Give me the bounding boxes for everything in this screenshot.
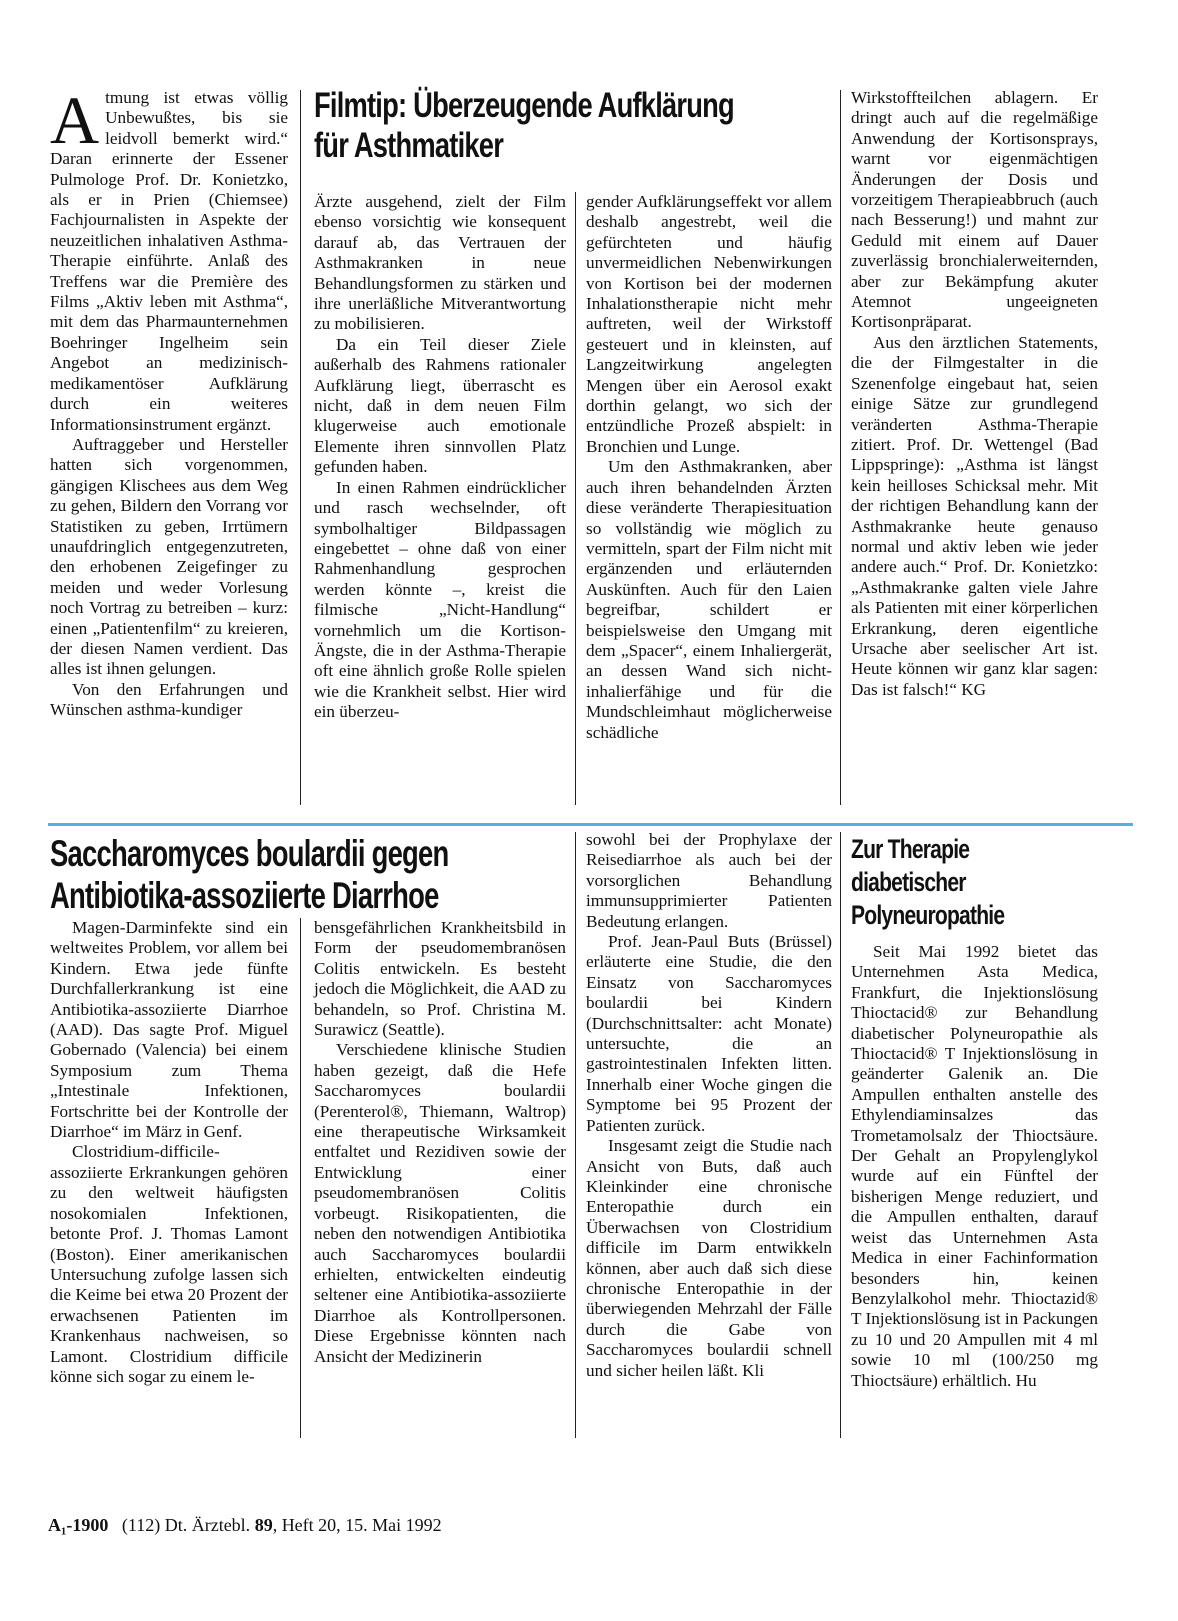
section-divider [48, 823, 1133, 826]
volume-number: 89 [254, 1515, 273, 1535]
headline-line: Filmtip: Überzeugende Aufklärung [314, 86, 734, 125]
paragraph: Magen-Darminfekte sind ein weltweites Problem, vor allem bei Kindern. Etwa jede fünfte Durchfallerkrankung ist eine Antibiotika-assoziierte Diarrhoe (AAD). Das sagte Prof. Miguel Gobernado (Valencia) bei einem Symposium zum Thema „Intestinale Infektionen, Fortschritte bei der Kontrolle der Diarrhoe“ im März in Genf. [50, 918, 288, 1142]
headline-line: Zur Therapie [851, 834, 970, 864]
paragraph: sowohl bei der Prophylaxe der Reisediarrhoe als auch bei der vorsorglichen Behandlung immunsupprimierter Patienten Bedeutung erlangen. [586, 830, 832, 931]
column-rule [300, 90, 301, 805]
dropcap: A [50, 82, 100, 158]
article1-headline [314, 86, 821, 166]
paragraph: bensgefährlichen Krankheitsbild in Form der pseudomembranösen Colitis entwickeln. Es besteht jedoch die Möglichkeit, die AAD zu behandeln, so Prof. Christina M. Surawicz (Seattle). [314, 918, 566, 1040]
paragraph: In einen Rahmen eindrücklicher und rasch wechselnder, oft symbolhaltiger Bildpassagen eingebettet – ohne daß von einer Rahmenhandlung gesprochen werden könnte –, kreist die filmische „Nicht-Handlung“ vornehmlich um die Kortison-Ängste, die in der Asthma-Therapie oft eine ähnlich große Rolle spielen wie die Krankheit selbst. Hier wird ein überzeu- [314, 477, 566, 722]
headline-line: Saccharomyces boulardii gegen [50, 833, 449, 874]
article2-headline [50, 833, 568, 917]
article1-col1 [50, 82, 288, 721]
column-rule [840, 90, 841, 805]
journal-reference: (112) Dt. Ärztebl. [121, 1515, 251, 1535]
paragraph: Aus den ärztlichen Statements, die der Filmgestalter in die Szenenfolge eingebaut hat, seien einige Sätze zur grundlegend veränderten Asthma-Therapie zitiert. Prof. Dr. Wettengel (Bad Lippspringe): „Asthma ist längst kein heilloses Schicksal mehr. Mit der richtigen Behandlung kann der Asthmakranke heute genauso normal und aktiv leben wie jeder andere auch.“ Prof. Dr. Konietzko: „Asthmakranke galten viele Jahre als Patienten mit einer körperlichen Erkrankung, deren eigentliche Ursache aber seelischer Art ist. Heute können wir ganz klar sagen: Das ist falsch!“ KG [851, 332, 1098, 699]
paragraph: Wirkstoffteilchen ablagern. Er dringt auch auf die regelmäßige Anwendung der Kortisonsprays, warnt vor eigenmächtigen Änderungen der Dosis und vorzeitigem Therapieabbruch (auch nach Besserung!) und mahnt zur Geduld mit einem auf Dauer zuverlässig bronchialerweiternden, aber zur Bekämpfung akuter Atemnot ungeeigneten Kortisonpräparat. [851, 88, 1098, 332]
headline-line: diabetischer [851, 867, 966, 897]
paragraph: Verschiedene klinische Studien haben gezeigt, daß die Hefe Saccharomyces boulardii (Perenterol®, Thiemann, Waltrop) eine therapeutische Wirksamkeit entfaltet und Rezidiven sowie der Entwicklung einer pseudomembranösen Colitis vorbeugt. Risikopatienten, die neben den notwendigen Antibiotika auch Saccharomyces boulardii erhielten, entwickelten eindeutig seltener eine Antibiotika-assoziierte Diarrhoe als Kontrollpersonen. Diese Ergebnisse könnten nach Ansicht der Medizinerin [314, 1040, 566, 1366]
page-number: A₁-1900 [48, 1515, 109, 1535]
headline-line: für Asthmatiker [314, 126, 504, 165]
article1-col3 [586, 192, 832, 743]
article1-col1-p2: Auftraggeber und Hersteller hatten sich vorgenommen, gängigen Klischees aus dem Weg zu gehen, Bildern den Vorrang vor Statistiken zu geben, Irrtümern unaufdringlich entgegenzutreten, den erhobenen Zeigefinger zu meiden und weder Vorlesung noch Vortrag zu betreiben – kurz: einen „Patientenfilm“ zu kreieren, der diesen Namen verdient. Das alles ist ihnen gelungen. [50, 434, 288, 679]
paragraph: Seit Mai 1992 bietet das Unternehmen Asta Medica, Frankfurt, die Injektionslösung Thioctacid® zur Behandlung diabetischer Polyneuropathie als Thioctacid® T Injektionslösung in geänderter Galenik an. Die Ampullen enthalten anstelle des Ethylendiaminsalzes das Trometamolsalz der Thioctsäure. Der Gehalt an Propylenglykol wurde auf ein Fünftel der bisherigen Menge reduziert, und die Ampullen enthalten, darauf weist das Unternehmen Asta Medica in einer Fachinformation besonders hin, keinen Benzylalkohol mehr. Thioctazid® T Injektionslösung ist in Packungen zu 10 und 20 Ampullen mit 4 ml sowie 10 ml (100/250 mg Thioctsäure) erhältlich. Hu [851, 942, 1098, 1390]
article1-col2 [314, 192, 566, 723]
column-rule [840, 832, 841, 1438]
paragraph: Clostridium-difficile-assoziierte Erkrankungen gehören zu den weltweit häufigsten nosokomialen Infektionen, betonte Prof. J. Thomas Lamont (Boston). Einer amerikanischen Untersuchung zufolge lassen sich die Keime bei etwa 20 Prozent der erwachsenen Patienten im Krankenhaus nachweisen, so Lamont. Clostridium difficile könne sich sogar zu einem le- [50, 1142, 288, 1386]
article2-col1 [50, 918, 288, 1387]
paragraph: Da ein Teil dieser Ziele außerhalb des Rahmens rationaler Aufklärung liegt, überrascht es nicht, daß in dem neuen Film klugerweise auch emotionale Elemente ihren sinnvollen Platz gefunden haben. [314, 334, 566, 477]
article1-col1-p1: Atmung ist etwas völlig Unbewußtes, bis sie leidvoll bemerkt wird.“ Daran erinnerte der Essener Pulmologe Prof. Dr. Konietzko, als er in Prien (Chiemsee) Fachjournalisten in Aspekte der neuzeitlichen inhalativen Asthma-Therapie einführte. Anlaß des Treffens war die Première des Films „Aktiv leben mit Asthma“, mit dem das Pharmaunternehmen Boehringer Ingelheim sein Angebot an medizinisch-medikamentöser Aufklärung durch ein weiteres Informationsinstrument ergänzt. [50, 82, 288, 434]
headline-line: Polyneuropathie [851, 900, 1005, 930]
article3-col [851, 942, 1098, 1391]
headline-line: Antibiotika-assoziierte Diarrhoe [50, 875, 439, 916]
page-footer [48, 1515, 442, 1536]
column-rule [575, 192, 576, 805]
paragraph: Prof. Jean-Paul Buts (Brüssel) erläuterte eine Studie, die den Einsatz von Saccharomyces boulardii bei Kindern (Durchschnittsalter: acht Monate) untersuchte, die an gastrointestinalen Infekten litten. Innerhalb einer Woche gingen die Symptome bei 95 Prozent der Patienten zurück. [586, 932, 832, 1135]
article2-col3 [586, 830, 832, 1381]
paragraph: Ärzte ausgehend, zielt der Film ebenso vorsichtig wie konsequent darauf ab, das Vertrauen der Asthmakranken in neue Behandlungsformen zu stärken und ihre unerläßliche Mitverantwortung zu mobilisieren. [314, 192, 566, 334]
article1-col4 [851, 88, 1098, 700]
paragraph: gender Aufklärungseffekt vor allem deshalb angestrebt, weil die gefürchteten und häufig unvermeidlichen Nebenwirkungen von Kortison bei der modernen Inhalationstherapie nicht mehr auftreten, weil der Wirkstoff gesteuert und in kleinsten, auf Langzeitwirkung angelegten Mengen über ein Aerosol exakt dorthin gelangt, wo sich der entzündliche Prozeß abspielt: in Bronchien und Lunge. [586, 192, 832, 456]
article1-col1-p3: Von den Erfahrungen und Wünschen asthma-kundiger [50, 679, 288, 720]
article3-headline [851, 833, 1116, 932]
paragraph: Insgesamt zeigt die Studie nach Ansicht von Buts, daß auch Kleinkinder eine chronische Enteropathie durch ein Überwachsen von Clostridium difficile im Darm entwikkeln können, aber auch daß sich diese chronische Enteropathie in der überwiegenden Mehrzahl der Fälle durch die Gabe von Saccharomyces boulardii schnell und sicher heilen läßt. Kli [586, 1136, 832, 1380]
column-rule [575, 832, 576, 1438]
article2-col2 [314, 918, 566, 1367]
column-rule [300, 918, 301, 1438]
paragraph: Um den Asthmakranken, aber auch ihren behandelnden Ärzten diese veränderte Therapiesituation so vollständig wie möglich zu vermitteln, spart der Film nicht mit ergänzenden und erläuternden Auskünften. Auch für den Laien begreifbar, schildert er beispielsweise den Umgang mit dem „Spacer“, einem Inhaliergerät, an dessen Wand sich nicht-inhalierfähige und für die Mundschleimhaut möglicherweise schädliche [586, 457, 832, 742]
issue-info: , Heft 20, 15. Mai 1992 [272, 1515, 442, 1535]
